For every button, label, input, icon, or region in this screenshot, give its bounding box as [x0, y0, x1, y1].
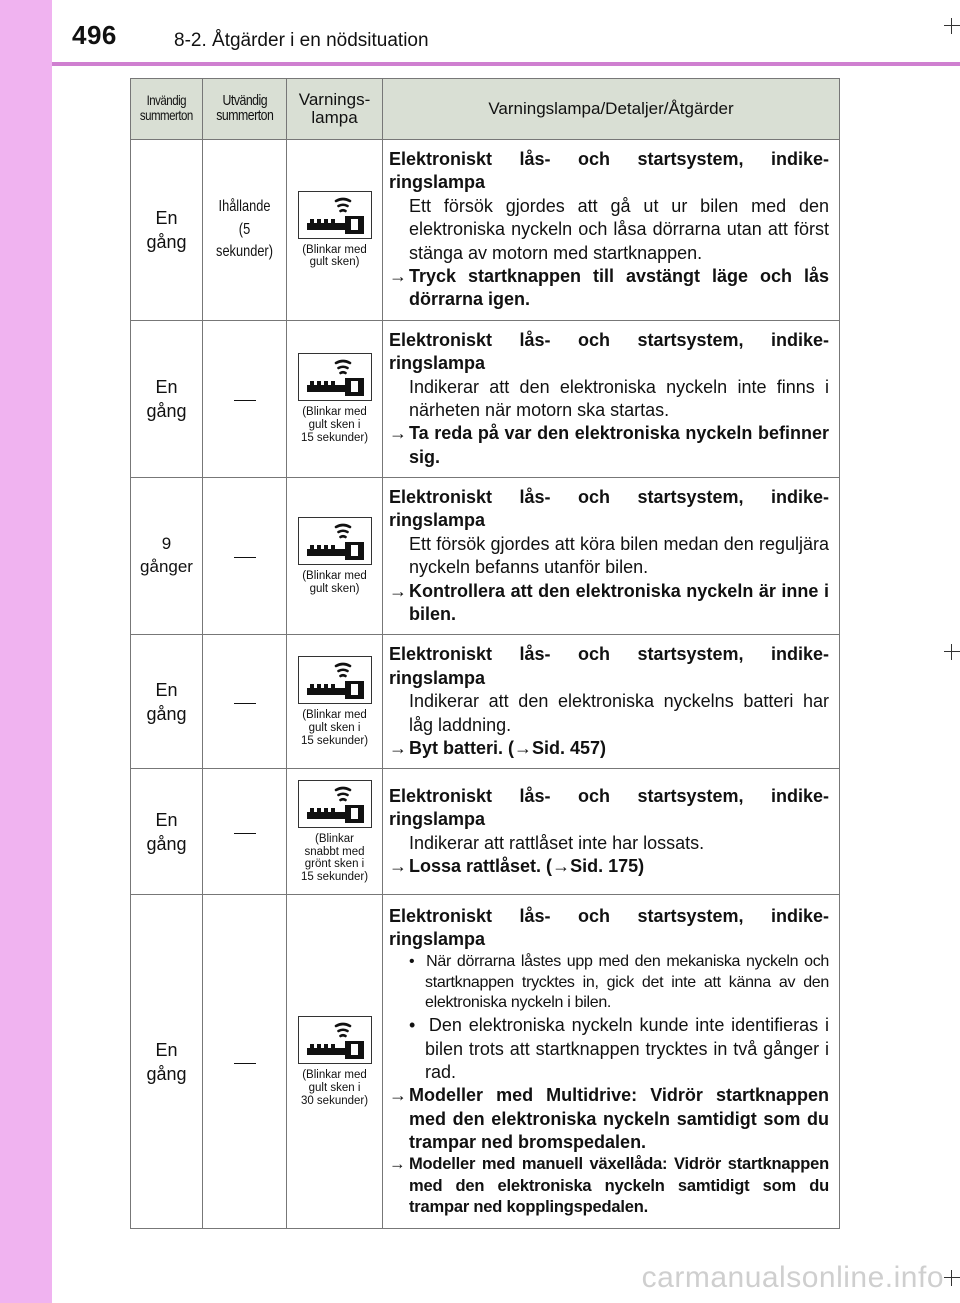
registration-mark-icon [944, 1270, 960, 1286]
details-cell [383, 895, 840, 1229]
page-number: 496 [72, 20, 117, 50]
key-wave-warning-icon [298, 656, 372, 704]
header-interior-buzzer: Invändig summerton [131, 79, 203, 140]
key-wave-warning-icon [298, 517, 372, 565]
registration-mark-icon [944, 18, 960, 34]
table-header-row [131, 79, 840, 140]
warning-lamp-cell [287, 769, 383, 895]
exterior-buzzer-cell [203, 635, 287, 769]
lamp-note: (Blinkar med gult sken i 15 sekunder) [300, 406, 369, 444]
chapter-side-tab [0, 0, 52, 1303]
lamp-note: (Blinkar med gult sken i 30 sekunder) [300, 1069, 369, 1107]
watermark: carmanualsonline.info [641, 1261, 944, 1294]
lamp-note: (Blinkar med gult sken) [302, 243, 367, 269]
warning-table [130, 78, 840, 1229]
bullet-item: • Den elektroniska nyckeln kunde inte identifieras i bilen trots att startknappen trycktes in två gånger i rad. [409, 1015, 829, 1082]
interior-buzzer-cell: En gång [131, 769, 203, 895]
warning-title: Elektroniskt lås- och startsystem, indikeringslampa [389, 786, 829, 830]
action-text: → Lossa rattlåset. (→Sid. 175) [389, 855, 829, 878]
warning-description: Indikerar att den elektroniska nyckeln inte finns i närheten när motorn ska startas. [409, 376, 829, 420]
warning-lamp-cell [287, 140, 383, 321]
warning-lamp-cell [287, 478, 383, 635]
exterior-buzzer-cell [203, 769, 287, 895]
warning-description: Indikerar att den elektroniska nyckelns batteri har låg laddning. [409, 691, 829, 735]
header-rule [52, 62, 960, 66]
arrow-right-icon: → [389, 1155, 406, 1174]
interior-buzzer-cell: 9 gånger [131, 478, 203, 635]
details-cell [383, 478, 840, 635]
action-text: → Ta reda på var den elektroniska nyckeln befinner sig. [389, 423, 829, 467]
action-text: → Modeller med manuell växellåda: Vidrör startknappen med den elektroniska nyckeln samtidigt som du trampar ned kopplingspedalen. [389, 1155, 829, 1217]
warning-lamp-cell [287, 635, 383, 769]
arrow-right-icon: → [389, 737, 407, 758]
warning-title: Elektroniskt lås- och startsystem, indikeringslampa [389, 487, 829, 531]
arrow-right-icon: → [389, 580, 407, 601]
warning-title: Elektroniskt lås- och startsystem, indikeringslampa [389, 905, 829, 950]
exterior-buzzer-cell [203, 478, 287, 635]
section-title: 8-2. Åtgärder i en nödsituation [174, 30, 429, 51]
arrow-right-icon: → [389, 265, 407, 286]
warning-lamp-cell [287, 895, 383, 1229]
arrow-right-icon: → [389, 1085, 407, 1106]
details-cell [383, 769, 840, 895]
warning-title: Elektroniskt lås- och startsystem, indikeringslampa [389, 329, 829, 374]
warning-description: Indikerar att rattlåset inte har lossats. [409, 832, 705, 853]
lamp-note: (Blinkar snabbt med grönt sken i 15 sekunder) [300, 833, 369, 884]
interior-buzzer-cell: En gång [131, 635, 203, 769]
warning-title: Elektroniskt lås- och startsystem, indikeringslampa [389, 149, 829, 193]
table-row [131, 320, 840, 477]
dash-placeholder [234, 703, 256, 704]
interior-buzzer-cell: En gång [131, 140, 203, 321]
interior-buzzer-cell: En gång [131, 895, 203, 1229]
table-row [131, 478, 840, 635]
warning-lamp-cell [287, 320, 383, 477]
warning-description: Ett försök gjordes att köra bilen medan den reguljära nyckeln befanns utanför bilen. [409, 533, 829, 578]
action-text: → Tryck startknappen till avstängt läge och lås dörrarna igen. [389, 265, 829, 310]
bullet-item: • När dörrarna låstes upp med den mekaniska nyckeln och startknappen trycktes in, gick det inte att känna av den elektroniska nyckeln i bilen. [409, 952, 829, 1012]
key-wave-warning-icon [298, 780, 372, 828]
header-details: Varningslampa/Detaljer/Åtgärder [383, 79, 840, 140]
dash-placeholder [234, 1063, 256, 1064]
table-row [131, 769, 840, 895]
action-text: → Modeller med Multidrive: Vidrör startknappen med den elektroniska nyckeln samtidigt som du trampar ned bromspedalen. [389, 1085, 829, 1153]
arrow-right-icon: → [389, 856, 407, 877]
dash-placeholder [234, 833, 256, 834]
details-cell [383, 140, 840, 321]
dash-placeholder [234, 400, 256, 401]
ref-arrow-icon: → [552, 856, 571, 877]
exterior-buzzer-cell [203, 895, 287, 1229]
table-row [131, 140, 840, 321]
dash-placeholder [234, 557, 256, 558]
arrow-right-icon: → [389, 423, 407, 444]
details-cell [383, 635, 840, 769]
action-text: → Kontrollera att den elektroniska nyckeln är inne i bilen. [389, 580, 829, 625]
action-text: → Byt batteri. (→Sid. 457) [389, 737, 829, 760]
interior-buzzer-cell: En gång [131, 320, 203, 477]
registration-mark-icon [944, 644, 960, 660]
key-wave-warning-icon [298, 353, 372, 401]
lamp-note: (Blinkar med gult sken i 15 sekunder) [300, 709, 369, 747]
table-row [131, 635, 840, 769]
header-exterior-buzzer: Utvändig summerton [203, 79, 287, 140]
warning-title: Elektroniskt lås- och startsystem, indikeringslampa [389, 644, 829, 688]
table-row [131, 895, 840, 1229]
key-wave-warning-icon [298, 1016, 372, 1064]
exterior-buzzer-cell [203, 320, 287, 477]
details-cell [383, 320, 840, 477]
header-warning-lamp: Varnings- lampa [287, 79, 383, 140]
warning-description: Ett försök gjordes att gå ut ur bilen med den elektroniska nyckeln och låsa dörrarna utan att först stänga av motorn med startknappen. [409, 195, 829, 263]
key-wave-warning-icon [298, 191, 372, 239]
lamp-note: (Blinkar med gult sken) [302, 570, 367, 595]
ref-arrow-icon: → [514, 737, 533, 758]
exterior-buzzer-cell: Ihållande (5 sekunder) [203, 140, 287, 321]
